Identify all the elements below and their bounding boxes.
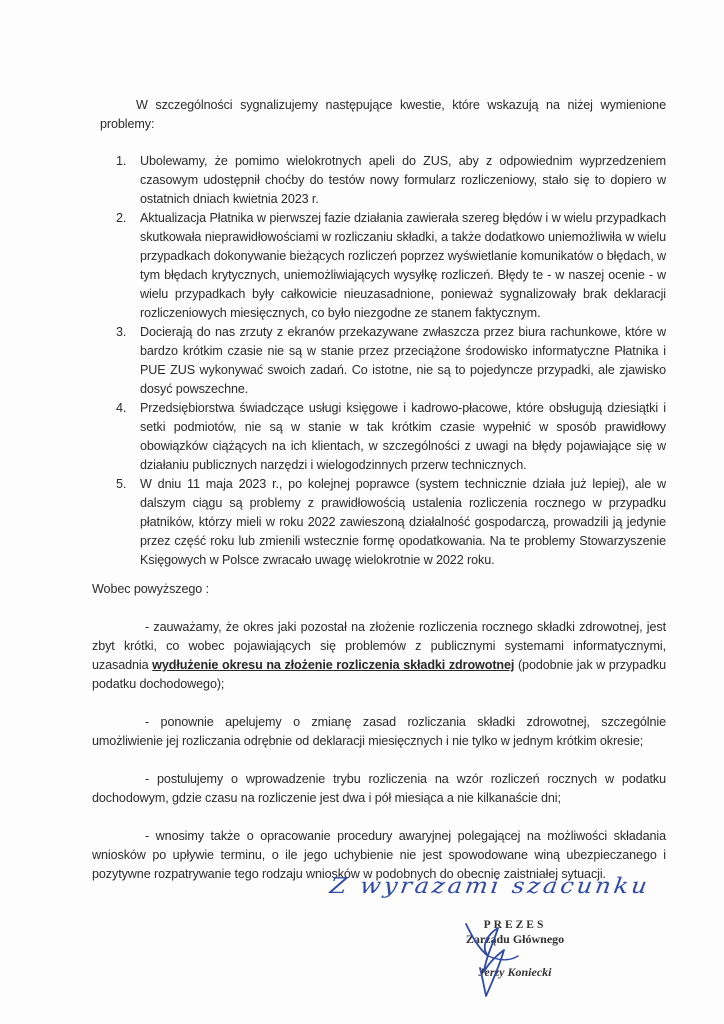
conclusion-point-2: - ponownie apelujemy o zmianę zasad rozliczania składki zdrowotnej, szczególnie umożliwienie jej rozliczania odrębnie od deklaracji miesięcznych i nie tylko w jednym krótkim okresie;: [92, 715, 666, 748]
problem-item-5: [100, 475, 666, 570]
signature-block: [440, 918, 590, 980]
problem-text: W dniu 11 maja 2023 r., po kolejnej poprawce (system technicznie działa już lepiej), ale w dalszym ciągu są problemy z prawidłowością ustalenia rozliczenia rocznego w przypadku płatników, którzy mieli w roku 2022 zawieszoną działalność gospodarczą, prowadzili ją jedynie przez część roku lub zmienili wstecznie formę opodatkowania. Na te problemy Stowarzyszenie Księgowych w Polsce zwracało uwagę wielokrotnie w 2022 roku.: [140, 477, 666, 567]
problem-text: Aktualizacja Płatnika w pierwszej fazie działania zawierała szereg błędów i w wielu przypadkach skutkowała nieprawidłowościami w rozliczaniu składki, a także dodatkowo uniemożliwiła w wielu przypadkach dokonywanie bieżących rozliczeń poprzez wyświetlanie komunikatów o błędach, w tym błędach krytycznych, uniemożliwiających wysyłkę rozliczeń. Błędy te - w naszej ocenie - w wielu przypadkach były całkowicie nieuzasadnione, ponieważ sygnalizowały brak deklaracji rozliczeniowych miesięcznych, co było niezgodne ze stanem faktycznym.: [140, 211, 666, 320]
conclusion-point-4: - wnosimy także o opracowanie procedury awaryjnej polegającej na możliwości składania wniosków po upływie terminu, o ile jego uchybienie nie jest spowodowane winą ubezpieczanego i pozytywne rozpatrywanie tego rodzaju wniosków w podobnych do obecnie zaistniałej sytuacji.: [92, 829, 666, 881]
handwritten-closing: Z wyrazami szacunku: [328, 873, 652, 899]
emphasized-request: wydłużenie okresu na złożenie rozliczenia składki zdrowotnej: [152, 658, 515, 672]
conclusion-section: [92, 580, 666, 903]
conclusion-point-1: [92, 618, 666, 694]
problem-number: 5.: [116, 477, 127, 491]
problem-text: Przedsiębiorstwa świadczące usługi księgowe i kadrowo-płacowe, które obsługują dziesiątki i setki podmiotów, nie są w stanie w tak krótkim czasie wypełnić w sposób prawidłowy obowiązków ciążących na ich klientach, w szczególności z uwagi na błędy pojawiające się w działaniu publicznych narzędzi i wielogodzinnych przerw technicznych.: [140, 401, 666, 472]
problem-text: Docierają do nas zrzuty z ekranów przekazywane zwłaszcza przez biura rachunkowe, które w bardzo krótkim czasie nie są w stanie przez przeciążone środowisko informatyczne Płatnika i PUE ZUS wykonywać swoich zadań. Co istotne, nie są to pojedyncze przypadki, ale zjawisko dosyć powszechne.: [140, 325, 666, 396]
problem-item-1: [100, 152, 666, 209]
problem-item-4: [100, 399, 666, 475]
problem-text: Ubolewamy, że pomimo wielokrotnych apeli do ZUS, aby z odpowiednim wyprzedzeniem czasowym udostępnił choćby do testów nowy formularz rozliczeniowy, stało się to dopiero w ostatnich dniach kwietnia 2023 r.: [140, 154, 666, 206]
problem-number: 4.: [116, 401, 127, 415]
point-text: (podobnie jak w przypadku podatku dochodowego);: [92, 658, 666, 691]
problem-number: 1.: [116, 154, 127, 168]
signatory-organization: Zarządu Głównego: [465, 932, 565, 946]
problem-item-3: [100, 323, 666, 399]
problem-list: [100, 152, 666, 570]
intro-text: W szczególności sygnalizujemy następujące kwestie, które wskazują na niżej wymienione problemy:: [100, 98, 666, 131]
signatory-name: Jerzy Koniecki: [478, 965, 552, 979]
problem-number: 3.: [116, 325, 127, 339]
point-text: - zauważamy, że okres jaki pozostał na złożenie rozliczenia rocznego składki zdrowotnej, jest zbyt krótki, co wobec pojawiających się problemów z publicznymi systemami informatycznymi, uzasadnia: [92, 620, 666, 672]
problem-number: 2.: [116, 211, 127, 225]
problem-item-2: [100, 209, 666, 323]
signatory-title: PREZES: [483, 919, 547, 931]
conclusion-lead: Wobec powyższego :: [92, 582, 209, 596]
intro-paragraph: [100, 96, 666, 134]
conclusion-point-3: - postulujemy o wprowadzenie trybu rozliczenia na wzór rozliczeń rocznych w podatku dochodowym, gdzie czasu na rozliczenie jest dwa i pół miesiąca a nie kilkanaście dni;: [92, 772, 666, 805]
